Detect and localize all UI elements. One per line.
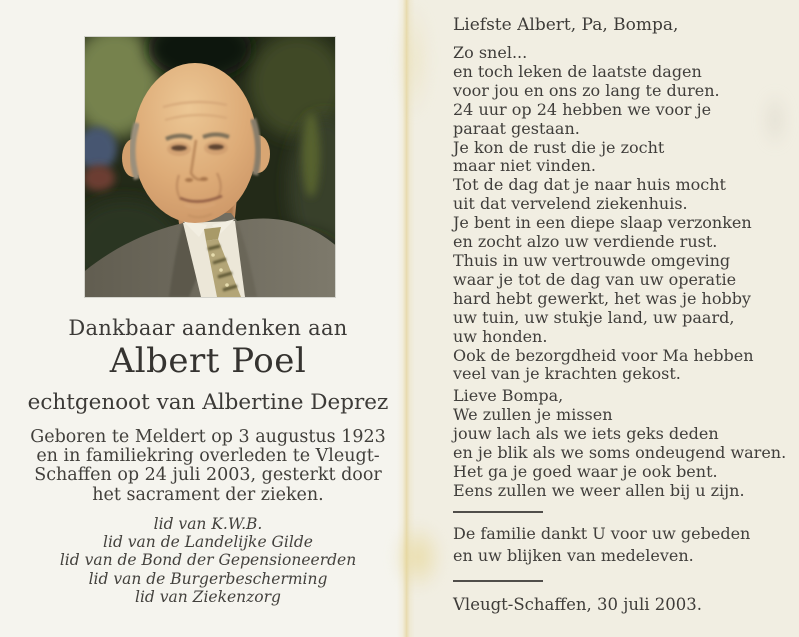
bio-line: het sacrament der zieken. (92, 484, 324, 505)
divider-line (453, 511, 543, 513)
bio-text (12, 428, 404, 505)
closing-date: Vleugt-Schaffen, 30 juli 2003. (453, 595, 702, 614)
verse-line: Lieve Bompa, (453, 386, 564, 405)
verse-line: maar niet vinden. (453, 156, 596, 176)
verse-line: 24 uur op 24 hebben we voor je (453, 99, 712, 119)
verse-line: Het ga je goed waar je ook bent. (453, 461, 718, 481)
divider-line (453, 580, 543, 582)
verse-line: Je kon de rust die je zocht (453, 137, 665, 157)
verse-line: en toch leken de laatste dagen (453, 61, 702, 81)
verse-line: uit dat vervelend ziekenhuis. (453, 194, 688, 214)
verse-line: Zo snel... (453, 43, 528, 62)
verse-line: jouw lach als we iets geks deden (453, 423, 719, 443)
verse-line: paraat gestaan. (453, 118, 580, 138)
verse-2 (453, 387, 786, 500)
verse-line: veel van je krachten gekost. (453, 364, 681, 384)
portrait-illustration (85, 37, 335, 297)
membership-line: lid van de Bond der Gepensioneerden (59, 551, 357, 570)
paper-stain (396, 0, 432, 120)
verse-line: Ook de bezorgdheid voor Ma hebben (453, 345, 754, 365)
thanks-text (453, 523, 750, 567)
verse-line: Thuis in uw vertrouwde omgeving (453, 250, 731, 270)
verse-line: Eens zullen we weer allen bij u zijn. (453, 480, 745, 500)
bio-line: Geboren te Meldert op 3 augustus 1923 (30, 427, 386, 447)
dedication-text: Dankbaar aandenken aan (68, 316, 348, 340)
verse-line: en je blik als we soms ondeugend waren. (453, 442, 787, 462)
spouse-line: echtgenoot van Albertine Deprez (27, 390, 389, 415)
membership-line: lid van de Burgerbescherming (88, 569, 328, 588)
membership-line: lid van de Landelijke Gilde (103, 533, 313, 552)
bio-line: en in familiekring overleden te Vleugt- (36, 446, 380, 467)
bio-line: Schaffen op 24 juli 2003, gesterkt door (34, 465, 382, 486)
paper-stain (760, 90, 790, 150)
membership-line: lid van K.W.B. (153, 515, 263, 533)
salutation-text: Liefste Albert, Pa, Bompa, (453, 15, 679, 35)
verse-1 (453, 44, 754, 384)
membership-line: lid van Ziekenzorg (135, 587, 281, 606)
portrait-photo (85, 37, 335, 297)
verse-line: uw honden. (453, 326, 548, 346)
verse-line: Je bent in een diepe slaap verzonken (453, 213, 752, 233)
verse-line: waar je tot de dag van uw operatie (453, 269, 737, 289)
thanks-line: en uw blijken van medeleven. (453, 545, 694, 565)
verse-line: uw tuin, uw stukje land, uw paard, (453, 307, 735, 327)
verse-line: voor jou en ons zo lang te duren. (453, 80, 720, 100)
verse-line: en zocht alzo uw verdiende rust. (453, 232, 718, 252)
verse-line: Tot de dag dat je naar huis mocht (453, 175, 726, 195)
verse-line: hard hebt gewerkt, het was je hobby (453, 288, 751, 308)
memberships-list (12, 515, 404, 606)
verse-line: We zullen je missen (453, 404, 613, 424)
thanks-line: De familie dankt U voor uw gebeden (453, 524, 751, 543)
deceased-name: Albert Poel (109, 341, 307, 381)
